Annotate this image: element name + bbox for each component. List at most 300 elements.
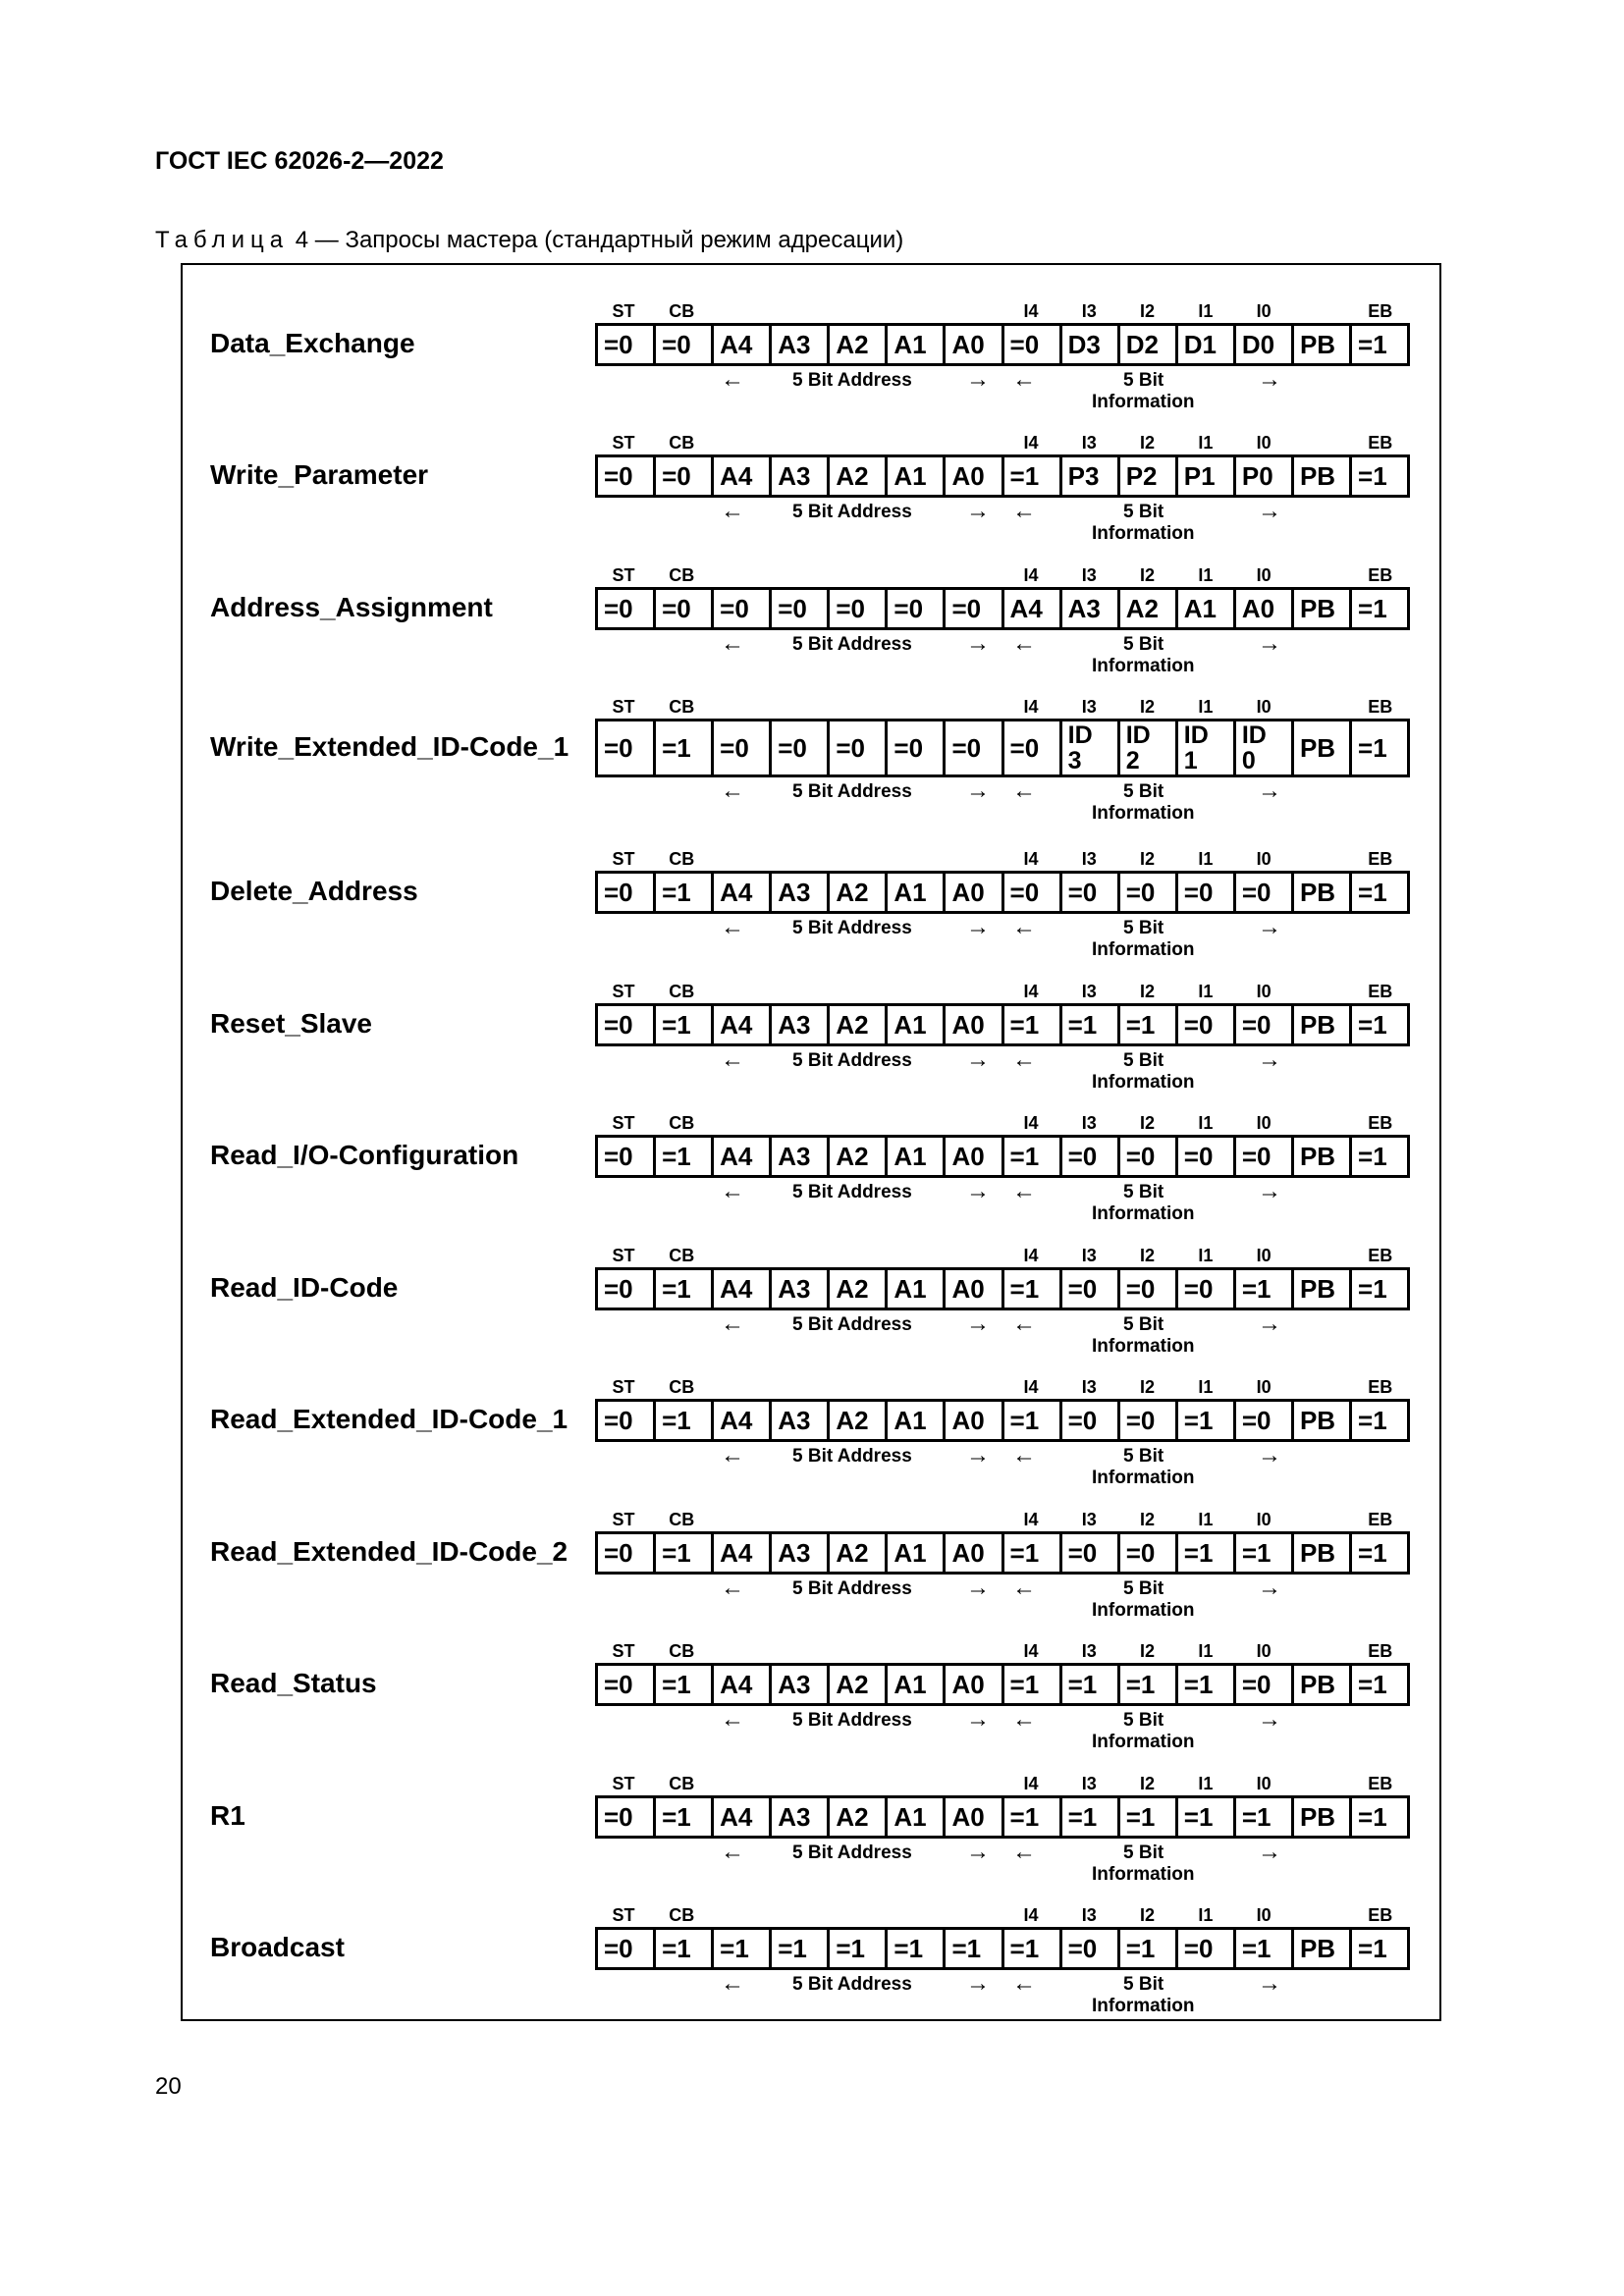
bit-cell: A4 xyxy=(714,1138,772,1175)
field-label: EB xyxy=(1368,1774,1393,1793)
field-label: I1 xyxy=(1198,301,1214,321)
field-label: I1 xyxy=(1198,1905,1214,1925)
field-label: CB xyxy=(669,1641,695,1661)
field-label: I0 xyxy=(1256,697,1272,717)
bit-cell: =0 xyxy=(656,590,714,627)
bit-cell: =0 xyxy=(888,590,946,627)
field-label: I3 xyxy=(1081,1774,1097,1793)
bit-cell: =0 xyxy=(1236,1006,1294,1043)
bit-cell: A0 xyxy=(1236,590,1294,627)
right-arrow-icon: → xyxy=(966,914,990,940)
bit-cell: =0 xyxy=(656,457,714,495)
bit-sequence xyxy=(595,1267,1410,1310)
field-label: I2 xyxy=(1140,697,1156,717)
bit-cell: D1 xyxy=(1178,326,1236,363)
page-number: 20 xyxy=(155,2073,182,2100)
bit-cell: =0 xyxy=(1178,874,1236,911)
bit-sequence xyxy=(595,454,1410,498)
field-label: I0 xyxy=(1256,1774,1272,1793)
field-label: I1 xyxy=(1198,565,1214,585)
bit-cell: A0 xyxy=(946,1402,1003,1439)
request-row xyxy=(183,544,1443,676)
right-arrow-icon: → xyxy=(966,1970,990,1997)
bit-cell: =0 xyxy=(1062,1402,1120,1439)
document-header: ГОСТ IEC 62026-2—2022 xyxy=(155,147,444,175)
bit-sequence xyxy=(595,323,1410,366)
bit-cell: =1 xyxy=(1004,1534,1062,1572)
information-annotation: Information xyxy=(1092,1864,1195,1885)
field-labels-row xyxy=(595,982,1415,1001)
bit-cell: =1 xyxy=(656,1534,714,1572)
bit-cell: P0 xyxy=(1236,457,1294,495)
bit-cell: A2 xyxy=(1120,590,1178,627)
bit-cell: A4 xyxy=(714,874,772,911)
table-caption xyxy=(155,227,903,254)
bit-cell: =1 xyxy=(946,1930,1003,1967)
field-label: I1 xyxy=(1198,849,1214,869)
field-labels-row xyxy=(595,1377,1415,1397)
field-label: CB xyxy=(669,1113,695,1133)
right-arrow-icon: → xyxy=(966,1178,990,1204)
field-label: EB xyxy=(1368,1905,1393,1925)
field-label: I3 xyxy=(1081,301,1097,321)
information-annotation: Information xyxy=(1092,803,1195,824)
bit-cell: =1 xyxy=(714,1930,772,1967)
field-label: I4 xyxy=(1023,301,1039,321)
right-arrow-icon: → xyxy=(966,366,990,393)
bit-sequence xyxy=(595,1399,1410,1442)
bit-sequence xyxy=(595,587,1410,630)
bit-cell: P3 xyxy=(1062,457,1120,495)
table-caption-word: Таблица xyxy=(155,227,290,253)
bit-cell: A0 xyxy=(946,1138,1003,1175)
field-label: ST xyxy=(612,1905,635,1925)
field-label: CB xyxy=(669,849,695,869)
left-arrow-icon: ← xyxy=(1012,1442,1036,1468)
field-label: I4 xyxy=(1023,982,1039,1001)
right-arrow-icon: → xyxy=(1258,914,1281,940)
right-arrow-icon: → xyxy=(1258,1178,1281,1204)
bit-cell: A3 xyxy=(772,1666,830,1703)
request-row xyxy=(183,1488,1443,1621)
bit-cell: ID 2 xyxy=(1120,721,1178,774)
field-label: I0 xyxy=(1256,1510,1272,1529)
bit-cell: =1 xyxy=(656,1666,714,1703)
field-label: I0 xyxy=(1256,1641,1272,1661)
left-arrow-icon: ← xyxy=(721,1310,744,1337)
request-row xyxy=(183,1092,1443,1224)
left-arrow-icon: ← xyxy=(1012,1839,1036,1865)
address-annotation: 5 Bit Address xyxy=(792,1050,912,1071)
bit-cell: =0 xyxy=(1178,1138,1236,1175)
bit-cell: =0 xyxy=(772,721,830,774)
right-arrow-icon: → xyxy=(1258,366,1281,393)
bit-cell: A1 xyxy=(888,1138,946,1175)
bit-cell: A4 xyxy=(714,1006,772,1043)
bit-cell: =1 xyxy=(1358,329,1387,359)
bit-cell: =1 xyxy=(1004,1006,1062,1043)
field-label: CB xyxy=(669,982,695,1001)
bit-cell: A0 xyxy=(946,1006,1003,1043)
bit-cell: A1 xyxy=(888,1666,946,1703)
bit-sequence xyxy=(595,1003,1410,1046)
field-label: I4 xyxy=(1023,1641,1039,1661)
field-labels-row xyxy=(595,1113,1415,1133)
bit-sequence xyxy=(595,1135,1410,1178)
field-label: ST xyxy=(612,301,635,321)
left-arrow-icon: ← xyxy=(1012,366,1036,393)
bit-cell: =1 xyxy=(1062,1798,1120,1836)
field-label: ST xyxy=(612,1113,635,1133)
bit-cell: A4 xyxy=(714,326,772,363)
right-arrow-icon: → xyxy=(966,1046,990,1073)
bit-cell: =0 xyxy=(946,590,1003,627)
bit-cell: A1 xyxy=(888,1534,946,1572)
right-arrow-icon: → xyxy=(966,630,990,657)
left-arrow-icon: ← xyxy=(1012,498,1036,524)
request-name: Read_Extended_ID-Code_1 xyxy=(210,1404,568,1434)
bit-cell: A1 xyxy=(888,874,946,911)
field-labels-row xyxy=(595,849,1415,869)
bit-cell: =1 xyxy=(1120,1006,1178,1043)
bit-cell: A4 xyxy=(714,1270,772,1308)
bit-cell: ID 0 xyxy=(1236,721,1294,774)
bit-cell: =1 xyxy=(1358,1405,1387,1435)
bit-cell: =1 xyxy=(1358,732,1387,763)
bit-cell: =1 xyxy=(1004,1798,1062,1836)
field-label: ST xyxy=(612,1377,635,1397)
bit-cell: P1 xyxy=(1178,457,1236,495)
bit-cell: =1 xyxy=(1004,1270,1062,1308)
right-arrow-icon: → xyxy=(1258,1046,1281,1073)
bit-cell: =0 xyxy=(656,326,714,363)
bit-cell: A1 xyxy=(888,326,946,363)
field-label: I2 xyxy=(1140,565,1156,585)
address-annotation: 5 Bit Address xyxy=(792,1578,912,1599)
bit-cell: A2 xyxy=(830,326,888,363)
address-annotation: 5 Bit Address xyxy=(792,1710,912,1731)
bit-cell: =1 xyxy=(1178,1534,1236,1572)
field-label: I2 xyxy=(1140,1377,1156,1397)
bit-sequence xyxy=(595,1663,1410,1706)
bit-cell: =0 xyxy=(1004,326,1062,363)
bit-cell: =1 xyxy=(1358,460,1387,491)
bit-cell: A0 xyxy=(946,457,1003,495)
requests-table-frame xyxy=(181,263,1441,2021)
bit-cell: =1 xyxy=(1062,1006,1120,1043)
field-label: CB xyxy=(669,1377,695,1397)
field-label: I4 xyxy=(1023,1113,1039,1133)
information-annotation: 5 Bit xyxy=(1123,502,1164,522)
request-name: Read_Extended_ID-Code_2 xyxy=(210,1536,568,1567)
field-label: CB xyxy=(669,1774,695,1793)
field-label: I0 xyxy=(1256,1246,1272,1265)
bit-cell: A3 xyxy=(772,1270,830,1308)
information-annotation: Information xyxy=(1092,392,1195,412)
request-name: Address_Assignment xyxy=(210,592,493,622)
left-arrow-icon: ← xyxy=(721,1970,744,1997)
bit-cell: PB xyxy=(1294,1534,1352,1572)
information-annotation: Information xyxy=(1092,1336,1195,1357)
field-label: I4 xyxy=(1023,1774,1039,1793)
bit-sequence xyxy=(595,1531,1410,1575)
bit-cell: =0 xyxy=(1004,874,1062,911)
field-label: I2 xyxy=(1140,1113,1156,1133)
bit-cell: A0 xyxy=(946,1270,1003,1308)
bit-cell: =0 xyxy=(1062,1270,1120,1308)
field-label: I1 xyxy=(1198,1774,1214,1793)
information-annotation: Information xyxy=(1092,1072,1195,1093)
request-row xyxy=(183,828,1443,960)
information-annotation: Information xyxy=(1092,656,1195,676)
bit-cell: A2 xyxy=(830,874,888,911)
bit-cell: =1 xyxy=(1358,877,1387,907)
bit-cell: ID 1 xyxy=(1178,721,1236,774)
bit-cell: A1 xyxy=(888,1270,946,1308)
bit-cell: =1 xyxy=(1358,1801,1387,1832)
field-label: ST xyxy=(612,565,635,585)
bit-cell: =0 xyxy=(1178,1930,1236,1967)
bit-cell: =0 xyxy=(1120,874,1178,911)
field-label: I1 xyxy=(1198,1377,1214,1397)
bit-cell: PB xyxy=(1294,326,1352,363)
request-name: Broadcast xyxy=(210,1932,345,1962)
field-label: CB xyxy=(669,1246,695,1265)
field-labels-row xyxy=(595,697,1415,717)
bit-cell: =1 xyxy=(656,874,714,911)
field-labels-row xyxy=(595,1905,1415,1925)
left-arrow-icon: ← xyxy=(1012,1575,1036,1601)
field-label: ST xyxy=(612,1641,635,1661)
field-label: I2 xyxy=(1140,849,1156,869)
bit-cell: =0 xyxy=(888,721,946,774)
bit-cell: =0 xyxy=(598,1270,656,1308)
bit-cell: =0 xyxy=(1120,1138,1178,1175)
field-label: ST xyxy=(612,697,635,717)
bit-cell: A2 xyxy=(830,1402,888,1439)
right-arrow-icon: → xyxy=(1258,1970,1281,1997)
field-label: I3 xyxy=(1081,982,1097,1001)
bit-cell: A4 xyxy=(714,457,772,495)
bit-cell: P2 xyxy=(1120,457,1178,495)
field-label: I0 xyxy=(1256,1113,1272,1133)
field-label: EB xyxy=(1368,697,1393,717)
field-label: I2 xyxy=(1140,1774,1156,1793)
bit-cell: =0 xyxy=(598,1402,656,1439)
bit-cell: A1 xyxy=(888,457,946,495)
bit-cell: =0 xyxy=(598,1798,656,1836)
request-name: Delete_Address xyxy=(210,876,418,906)
field-label: ST xyxy=(612,982,635,1001)
request-row xyxy=(183,960,1443,1093)
bit-cell: =0 xyxy=(714,721,772,774)
bit-cell: A0 xyxy=(946,1534,1003,1572)
field-labels-row xyxy=(595,1246,1415,1265)
bit-cell: PB xyxy=(1294,1006,1352,1043)
bit-cell: A4 xyxy=(714,1534,772,1572)
field-label: EB xyxy=(1368,433,1393,453)
bit-cell: =1 xyxy=(1358,1537,1387,1568)
field-label: ST xyxy=(612,849,635,869)
information-annotation: Information xyxy=(1092,939,1195,960)
field-label: EB xyxy=(1368,565,1393,585)
bit-cell: A1 xyxy=(888,1006,946,1043)
bit-cell: ID 3 xyxy=(1062,721,1120,774)
field-label: I1 xyxy=(1198,1510,1214,1529)
address-annotation: 5 Bit Address xyxy=(792,1842,912,1863)
field-label: CB xyxy=(669,1510,695,1529)
field-label: I2 xyxy=(1140,433,1156,453)
field-label: I1 xyxy=(1198,1113,1214,1133)
address-annotation: 5 Bit Address xyxy=(792,634,912,655)
right-arrow-icon: → xyxy=(966,1706,990,1733)
bit-cell: A2 xyxy=(830,1138,888,1175)
field-label: I0 xyxy=(1256,849,1272,869)
bit-cell: D3 xyxy=(1062,326,1120,363)
bit-cell: =1 xyxy=(1004,1666,1062,1703)
information-annotation: 5 Bit xyxy=(1123,1974,1164,1995)
request-name: Write_Parameter xyxy=(210,459,429,490)
address-annotation: 5 Bit Address xyxy=(792,918,912,938)
field-label: I2 xyxy=(1140,1905,1156,1925)
bit-cell: =1 xyxy=(1004,1138,1062,1175)
field-label: I0 xyxy=(1256,982,1272,1001)
field-label: I4 xyxy=(1023,433,1039,453)
request-name: Read_Status xyxy=(210,1668,377,1698)
bit-cell: A2 xyxy=(830,1534,888,1572)
bit-cell: PB xyxy=(1294,590,1352,627)
bit-cell: PB xyxy=(1294,874,1352,911)
bit-cell: =0 xyxy=(598,874,656,911)
bit-cell: A4 xyxy=(714,1402,772,1439)
bit-sequence xyxy=(595,719,1410,777)
information-annotation: 5 Bit xyxy=(1123,1314,1164,1335)
bit-cell: =0 xyxy=(946,721,1003,774)
field-label: I1 xyxy=(1198,982,1214,1001)
request-name: Data_Exchange xyxy=(210,328,415,358)
request-name: Read_I/O-Configuration xyxy=(210,1140,519,1170)
bit-cell: =0 xyxy=(830,590,888,627)
request-row xyxy=(183,1356,1443,1488)
bit-cell: =0 xyxy=(598,326,656,363)
bit-cell: A0 xyxy=(946,1666,1003,1703)
right-arrow-icon: → xyxy=(966,1442,990,1468)
bit-cell: A1 xyxy=(888,1402,946,1439)
bit-cell: =0 xyxy=(598,1534,656,1572)
bit-cell: =1 xyxy=(656,1798,714,1836)
bit-cell: =1 xyxy=(1358,1009,1387,1040)
information-annotation: 5 Bit xyxy=(1123,1578,1164,1599)
field-label: I1 xyxy=(1198,697,1214,717)
right-arrow-icon: → xyxy=(966,498,990,524)
address-annotation: 5 Bit Address xyxy=(792,370,912,391)
field-label: I1 xyxy=(1198,433,1214,453)
field-label: I0 xyxy=(1256,565,1272,585)
information-annotation: Information xyxy=(1092,1996,1195,2016)
bit-cell: =0 xyxy=(1236,874,1294,911)
field-label: EB xyxy=(1368,849,1393,869)
bit-cell: =0 xyxy=(598,1666,656,1703)
bit-cell: =0 xyxy=(830,721,888,774)
bit-cell: =0 xyxy=(598,457,656,495)
field-label: I3 xyxy=(1081,1510,1097,1529)
bit-cell: =0 xyxy=(1120,1534,1178,1572)
field-label: I0 xyxy=(1256,433,1272,453)
bit-cell: =1 xyxy=(1004,1402,1062,1439)
bit-cell: =1 xyxy=(888,1930,946,1967)
field-label: CB xyxy=(669,697,695,717)
request-row xyxy=(183,1752,1443,1885)
bit-cell: =0 xyxy=(598,1930,656,1967)
bit-cell: =1 xyxy=(1236,1270,1294,1308)
bit-cell: =0 xyxy=(1062,1534,1120,1572)
field-labels-row xyxy=(595,565,1415,585)
left-arrow-icon: ← xyxy=(721,914,744,940)
bit-cell: =1 xyxy=(1358,1141,1387,1171)
bit-cell: PB xyxy=(1294,1930,1352,1967)
information-annotation: 5 Bit xyxy=(1123,1050,1164,1071)
bit-cell: PB xyxy=(1294,721,1352,774)
address-annotation: 5 Bit Address xyxy=(792,502,912,522)
bit-cell: =0 xyxy=(1236,1666,1294,1703)
field-label: I4 xyxy=(1023,1377,1039,1397)
field-label: I4 xyxy=(1023,697,1039,717)
bit-cell: =0 xyxy=(1236,1138,1294,1175)
field-label: I2 xyxy=(1140,982,1156,1001)
bit-cell: =1 xyxy=(1178,1666,1236,1703)
bit-cell: =1 xyxy=(656,1270,714,1308)
bit-cell: A2 xyxy=(830,1666,888,1703)
field-label: I4 xyxy=(1023,1510,1039,1529)
field-label: EB xyxy=(1368,1510,1393,1529)
address-annotation: 5 Bit Address xyxy=(792,1974,912,1995)
bit-cell: A3 xyxy=(772,1138,830,1175)
bit-cell: =1 xyxy=(1236,1798,1294,1836)
bit-cell: =1 xyxy=(1120,1930,1178,1967)
field-label: EB xyxy=(1368,1113,1393,1133)
left-arrow-icon: ← xyxy=(721,1442,744,1468)
right-arrow-icon: → xyxy=(1258,1310,1281,1337)
bit-cell: A0 xyxy=(946,326,1003,363)
bit-cell: PB xyxy=(1294,1270,1352,1308)
bit-cell: A2 xyxy=(830,1270,888,1308)
bit-cell: =1 xyxy=(1236,1534,1294,1572)
left-arrow-icon: ← xyxy=(721,1046,744,1073)
field-label: EB xyxy=(1368,982,1393,1001)
bit-cell: =1 xyxy=(656,1930,714,1967)
bit-cell: PB xyxy=(1294,1798,1352,1836)
address-annotation: 5 Bit Address xyxy=(792,1314,912,1335)
bit-cell: =1 xyxy=(1004,1930,1062,1967)
bit-cell: A1 xyxy=(1178,590,1236,627)
field-label: I0 xyxy=(1256,1905,1272,1925)
bit-cell: =1 xyxy=(1236,1930,1294,1967)
bit-cell: =0 xyxy=(1062,1138,1120,1175)
field-label: I3 xyxy=(1081,1246,1097,1265)
bit-cell: A3 xyxy=(1062,590,1120,627)
bit-cell: =0 xyxy=(1120,1402,1178,1439)
information-annotation: 5 Bit xyxy=(1123,1182,1164,1202)
right-arrow-icon: → xyxy=(966,1839,990,1865)
bit-cell: =1 xyxy=(1358,1933,1387,1963)
bit-cell: A2 xyxy=(830,1798,888,1836)
right-arrow-icon: → xyxy=(1258,498,1281,524)
bit-cell: PB xyxy=(1294,1138,1352,1175)
field-label: I2 xyxy=(1140,1246,1156,1265)
request-row xyxy=(183,1224,1443,1357)
left-arrow-icon: ← xyxy=(1012,1178,1036,1204)
bit-cell: =0 xyxy=(1178,1270,1236,1308)
